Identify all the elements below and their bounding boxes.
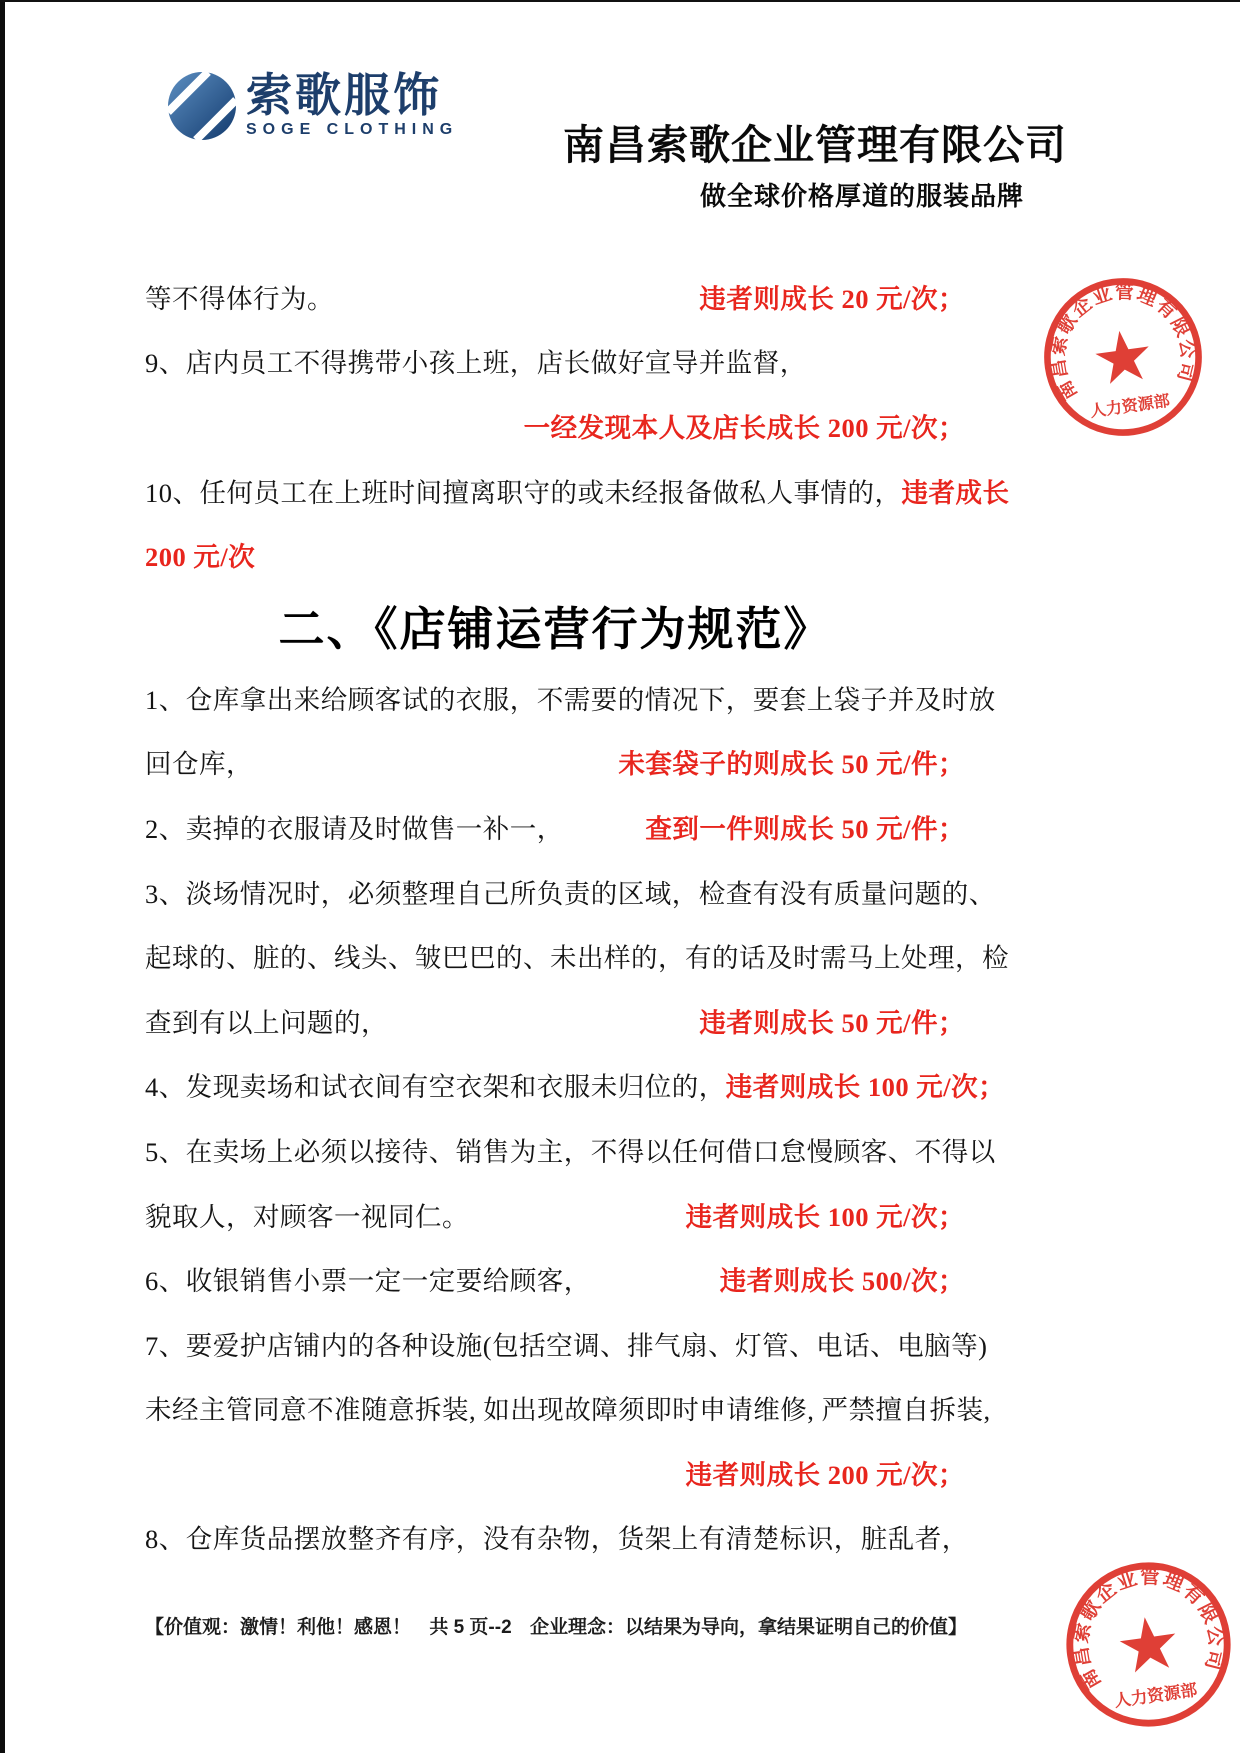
rule-text: 起球的、脏的、线头、皱巴巴的、未出样的，有的话及时需马上处理，检 xyxy=(145,943,1009,974)
penalty-text: 违者则成长 200 元/次； xyxy=(685,1459,965,1490)
doc-line-17 xyxy=(145,1376,991,1441)
doc-line-5 xyxy=(145,522,965,587)
penalty-text: 查到一件则成长 50 元/件； xyxy=(645,813,965,844)
company-title: 南昌索歌企业管理有限公司 xyxy=(563,122,1067,168)
rule-text: 10、任何员工在上班时间擅离职守的或未经报备做私人事情的， xyxy=(145,477,902,508)
doc-line-7 xyxy=(145,730,965,795)
doc-line-8 xyxy=(145,794,965,859)
penalty-text: 违者则成长 50 元/件； xyxy=(699,1007,965,1038)
page-footer xyxy=(145,1612,967,1639)
doc-line-16 xyxy=(145,1311,988,1376)
doc-line-10 xyxy=(145,923,1009,988)
penalty-text: 200 元/次 xyxy=(145,542,256,573)
company-logo xyxy=(166,70,458,147)
rule-text: 3、淡场情况时，必须整理自己所负责的区域，检查有没有质量问题的、 xyxy=(145,878,996,909)
brand-name-en: SOGE CLOTHING xyxy=(246,121,459,138)
rule-text: 9、店内员工不得携带小孩上班，店长做好宣导并监督， xyxy=(145,348,807,379)
doc-line-4 xyxy=(145,458,1010,523)
footer-values: 【价值观：激情！利他！感恩！ xyxy=(145,1617,412,1638)
penalty-text: 违者则成长 100 元/次； xyxy=(685,1201,965,1232)
company-slogan: 做全球价格厚道的服装品牌 xyxy=(700,181,1025,211)
penalty-text: 违者则成长 500/次； xyxy=(719,1266,965,1297)
scan-edge-left xyxy=(0,0,5,1753)
section-heading: 二、《店铺运营行为规范》 xyxy=(278,603,832,655)
doc-line-6 xyxy=(145,665,996,730)
rule-text: 2、卖掉的衣服请及时做售一补一， xyxy=(145,813,564,844)
doc-line-3 xyxy=(145,393,965,458)
rule-text: 1、仓库拿出来给顾客试的衣服，不需要的情况下，要套上袋子并及时放 xyxy=(145,684,996,715)
rule-text: 5、在卖场上必须以接待、销售为主，不得以任何借口怠慢顾客、不得以 xyxy=(145,1136,996,1167)
doc-line-11 xyxy=(145,988,965,1053)
company-seal-top xyxy=(1027,261,1219,453)
rule-text: 7、要爱护店铺内的各种设施(包括空调、排气扇、灯管、电话、电脑等) xyxy=(145,1330,988,1361)
penalty-text: 违者成长 xyxy=(901,477,1010,508)
logo-text xyxy=(246,69,459,138)
scan-edge-top xyxy=(0,0,1240,2)
rule-text: 未经主管同意不准随意拆装, 如出现故障须即时申请维修, 严禁擅自拆装, xyxy=(145,1395,991,1426)
rule-text: 貌取人，对顾客一视同仁。 xyxy=(145,1201,469,1232)
doc-line-2 xyxy=(145,329,965,394)
seal-star-icon xyxy=(1093,327,1153,385)
footer-page-number: 共 5 页--2 xyxy=(429,1617,512,1638)
seal-department-text: 人力资源部 xyxy=(1089,392,1171,421)
rule-text: 8、仓库货品摆放整齐有序，没有杂物，货架上有清楚标识，脏乱者， xyxy=(145,1524,969,1555)
penalty-text: 违者则成长 100 元/次； xyxy=(725,1072,1006,1103)
doc-line-9 xyxy=(145,859,996,924)
seal-ring-text: 南昌索歌企业管理有限公司 xyxy=(1047,282,1199,404)
rule-text: 4、发现卖场和试衣间有空衣架和衣服未归位的， xyxy=(145,1072,726,1103)
seal-ring-text: 南昌索歌企业管理有限公司 xyxy=(1069,1566,1228,1694)
penalty-text: 违者则成长 20 元/次； xyxy=(699,283,965,314)
doc-line-12 xyxy=(145,1053,1006,1118)
doc-line-15 xyxy=(145,1246,965,1311)
footer-philosophy: 企业理念：以结果为导向，拿结果证明自己的价值】 xyxy=(529,1617,967,1638)
rule-text: 查到有以上问题的， xyxy=(145,1007,388,1038)
doc-line-18 xyxy=(145,1440,965,1505)
brand-name-cn: 索歌服饰 xyxy=(246,69,442,121)
seal-department-text: 人力资源部 xyxy=(1112,1680,1199,1711)
doc-line-13 xyxy=(145,1117,996,1182)
doc-line-1 xyxy=(145,264,965,329)
company-seal-bottom xyxy=(1049,1545,1240,1745)
document-body xyxy=(145,264,1010,1569)
penalty-text: 一经发现本人及店长成长 200 元/次； xyxy=(523,412,965,443)
soge-logo-icon xyxy=(166,70,238,147)
doc-line-19 xyxy=(145,1505,969,1570)
rule-text: 6、收银销售小票一定一定要给顾客， xyxy=(145,1266,591,1297)
rule-text: 回仓库， xyxy=(145,749,253,780)
seal-star-icon xyxy=(1117,1613,1180,1674)
penalty-text: 未套袋子的则成长 50 元/件； xyxy=(618,749,965,780)
doc-line-14 xyxy=(145,1182,965,1247)
rule-text: 等不得体行为。 xyxy=(145,283,334,314)
